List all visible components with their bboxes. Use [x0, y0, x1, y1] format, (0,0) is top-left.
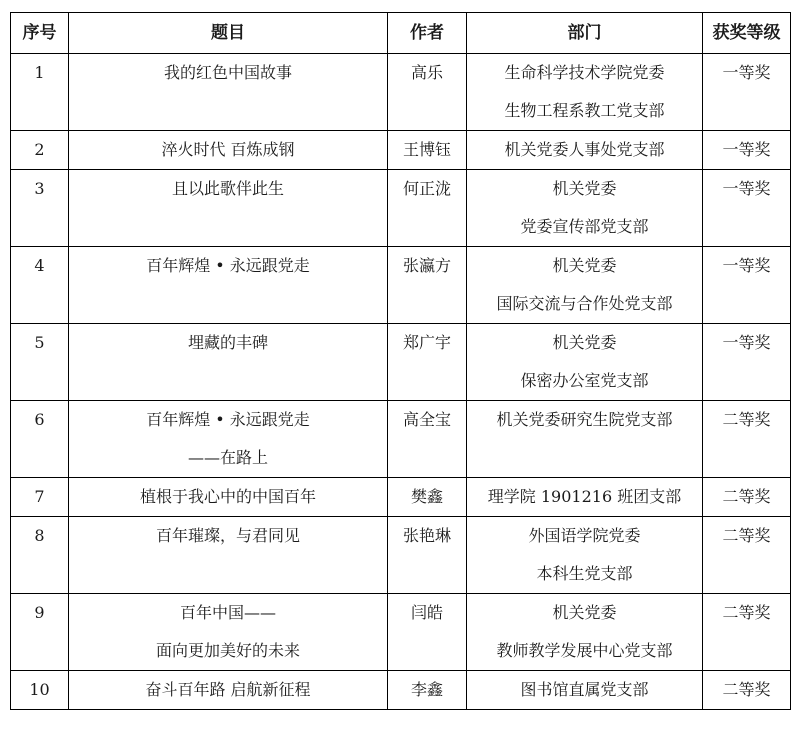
cell-level: 二等奖	[703, 517, 791, 594]
cell-author: 樊鑫	[388, 478, 467, 517]
cell-title	[69, 401, 388, 478]
cell-dept-line: 生物工程系教工党支部	[504, 101, 665, 120]
header-author: 作者	[388, 13, 467, 54]
cell-dept-line: 保密办公室党支部	[520, 371, 649, 390]
header-dept: 部门	[467, 13, 703, 54]
cell-title	[69, 247, 388, 324]
cell-dept-line: 生命科学技术学院党委	[504, 63, 665, 82]
cell-dept	[467, 324, 703, 401]
cell-title-line: 淬火时代 百炼成钢	[161, 140, 295, 159]
cell-no: 6	[11, 401, 69, 478]
cell-title-line: 百年中国——	[179, 603, 276, 622]
cell-title-line: 面向更加美好的未来	[155, 641, 300, 660]
cell-no: 5	[11, 324, 69, 401]
table-header	[11, 13, 791, 54]
cell-title-line: 我的红色中国故事	[163, 63, 292, 82]
cell-dept	[467, 478, 703, 517]
cell-dept-line: 机关党委	[552, 256, 617, 275]
cell-title-line: 百年璀璨，与君同见	[155, 526, 300, 545]
cell-level: 一等奖	[703, 54, 791, 131]
cell-dept-line: 教师教学发展中心党支部	[496, 641, 673, 660]
cell-dept-line: 本科生党支部	[536, 564, 633, 583]
cell-no: 9	[11, 594, 69, 671]
cell-dept-line: 理学院 1901216 班团支部	[487, 487, 682, 506]
cell-level: 二等奖	[703, 401, 791, 478]
cell-title	[69, 478, 388, 517]
cell-dept	[467, 671, 703, 710]
table-body	[11, 54, 791, 710]
cell-author: 张瀛方	[388, 247, 467, 324]
cell-title	[69, 54, 388, 131]
table-row	[11, 401, 791, 478]
cell-dept	[467, 594, 703, 671]
cell-dept	[467, 247, 703, 324]
table-row	[11, 478, 791, 517]
cell-level: 一等奖	[703, 131, 791, 170]
cell-level: 二等奖	[703, 478, 791, 517]
cell-title	[69, 170, 388, 247]
cell-dept-line: 机关党委人事处党支部	[504, 140, 665, 159]
cell-title-line: 且以此歌伴此生	[171, 179, 284, 198]
cell-author: 张艳琳	[388, 517, 467, 594]
cell-dept	[467, 401, 703, 478]
cell-dept-line: 机关党委	[552, 179, 617, 198]
cell-level: 一等奖	[703, 170, 791, 247]
cell-dept	[467, 131, 703, 170]
cell-dept-line: 国际交流与合作处党支部	[496, 294, 673, 313]
cell-dept	[467, 517, 703, 594]
cell-author: 闫皓	[388, 594, 467, 671]
cell-level: 二等奖	[703, 594, 791, 671]
table-row	[11, 594, 791, 671]
cell-no: 2	[11, 131, 69, 170]
table-row	[11, 517, 791, 594]
cell-no: 10	[11, 671, 69, 710]
cell-no: 3	[11, 170, 69, 247]
cell-level: 二等奖	[703, 671, 791, 710]
header-title: 题目	[69, 13, 388, 54]
cell-dept-line: 图书馆直属党支部	[520, 680, 649, 699]
cell-dept	[467, 170, 703, 247]
cell-level: 一等奖	[703, 247, 791, 324]
cell-dept-line: 党委宣传部党支部	[520, 217, 649, 236]
cell-title-line: 奋斗百年路 启航新征程	[145, 680, 311, 699]
cell-no: 4	[11, 247, 69, 324]
awards-table	[10, 12, 791, 710]
cell-level: 一等奖	[703, 324, 791, 401]
cell-dept	[467, 54, 703, 131]
cell-author: 郑广宇	[388, 324, 467, 401]
cell-title-line: 百年辉煌 • 永远跟党走	[146, 256, 310, 275]
cell-title-line: 百年辉煌 • 永远跟党走	[146, 410, 310, 429]
table-row	[11, 671, 791, 710]
cell-title-line: 埋藏的丰碑	[187, 333, 268, 352]
header-no: 序号	[11, 13, 69, 54]
table-row	[11, 54, 791, 131]
cell-dept-line: 机关党委	[552, 333, 617, 352]
header-level: 获奖等级	[703, 13, 791, 54]
cell-no: 7	[11, 478, 69, 517]
cell-no: 8	[11, 517, 69, 594]
table-row	[11, 131, 791, 170]
cell-title	[69, 517, 388, 594]
cell-dept-line: 机关党委研究生院党支部	[496, 410, 673, 429]
cell-title-line: ——在路上	[187, 448, 268, 467]
cell-dept-line: 外国语学院党委	[528, 526, 641, 545]
table-row	[11, 170, 791, 247]
header-row	[11, 13, 791, 54]
cell-author: 李鑫	[388, 671, 467, 710]
cell-dept-line: 机关党委	[552, 603, 617, 622]
cell-title-line: 植根于我心中的中国百年	[139, 487, 316, 506]
cell-title	[69, 594, 388, 671]
cell-title	[69, 131, 388, 170]
cell-author: 王博钰	[388, 131, 467, 170]
cell-author: 高全宝	[388, 401, 467, 478]
cell-author: 何正泷	[388, 170, 467, 247]
table-row	[11, 247, 791, 324]
cell-no: 1	[11, 54, 69, 131]
table-row	[11, 324, 791, 401]
cell-title	[69, 324, 388, 401]
cell-author: 高乐	[388, 54, 467, 131]
cell-title	[69, 671, 388, 710]
